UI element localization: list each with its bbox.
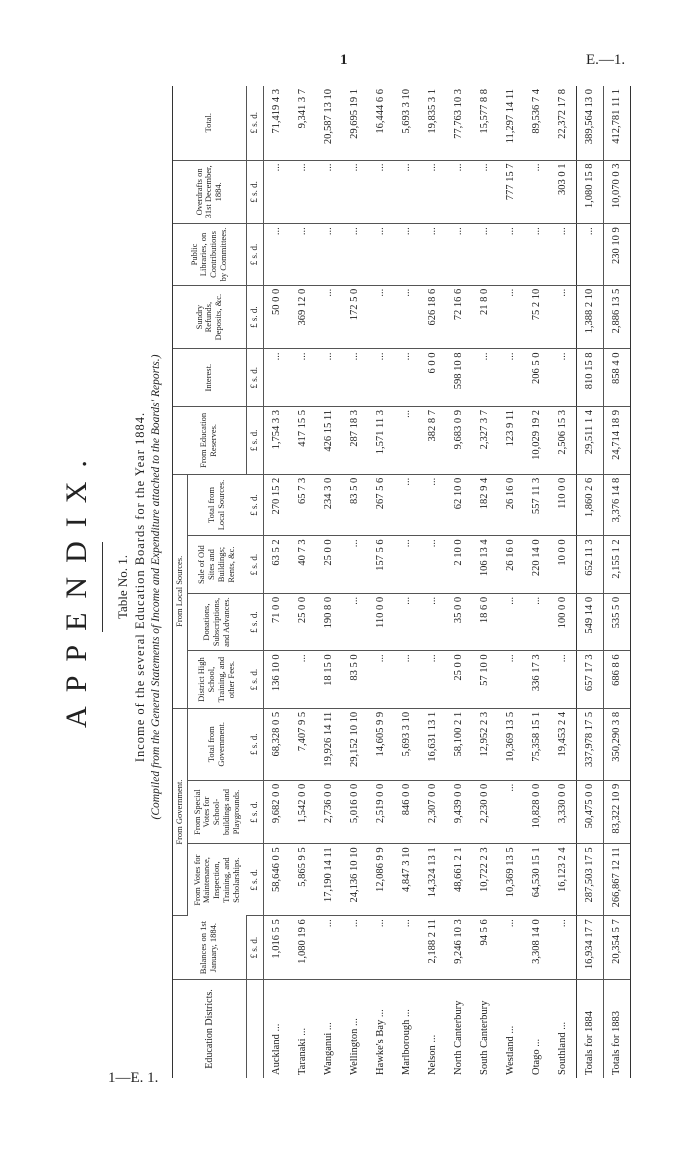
cell-district: Hawke's Bay ... bbox=[375, 1009, 386, 1075]
cell-total-gov: 10,369 13 5 bbox=[498, 708, 524, 780]
cell-sundry: 21 8 0 bbox=[472, 285, 498, 349]
cell-district: North Canterbury bbox=[453, 1000, 464, 1075]
table-row bbox=[472, 86, 498, 1078]
cell-donations: 549 14 0 bbox=[576, 593, 603, 651]
unit-cell: £ s. d. bbox=[246, 406, 263, 474]
table-row bbox=[394, 86, 420, 1078]
table-heading bbox=[60, 0, 162, 1174]
cell-total-local: 267 5 6 bbox=[368, 474, 394, 536]
cell-libraries: ... bbox=[446, 224, 472, 286]
cell-total: 19,835 3 1 bbox=[420, 86, 446, 160]
cell-libraries: ... bbox=[394, 224, 420, 286]
cell-fees: ... bbox=[368, 651, 394, 709]
cell-special: 5,016 0 0 bbox=[342, 780, 368, 844]
unit-cell-blank bbox=[246, 979, 263, 1078]
cell-total: 16,444 6 6 bbox=[368, 86, 394, 160]
unit-cell: £ s. d. bbox=[246, 160, 263, 224]
cell-total-gov: 337,978 17 5 bbox=[576, 708, 603, 780]
cell-interest: 858 4 0 bbox=[603, 349, 630, 407]
page-code: E.—1. bbox=[586, 52, 626, 68]
cell-libraries: ... bbox=[472, 224, 498, 286]
cell-libraries: ... bbox=[420, 224, 446, 286]
footer-code: 1—E. 1. bbox=[108, 1070, 159, 1086]
cell-libraries: ... bbox=[316, 224, 342, 286]
cell-votes: 17,190 14 11 bbox=[316, 844, 342, 916]
cell-sale: 652 11 3 bbox=[576, 536, 603, 594]
cell-total: 29,695 19 1 bbox=[342, 86, 368, 160]
appendix-title: APPENDIX. bbox=[60, 446, 93, 728]
header-total: Total. bbox=[173, 86, 247, 160]
cell-sundry: 72 16 6 bbox=[446, 285, 472, 349]
cell-reserves: 417 15 5 bbox=[290, 406, 316, 474]
cell-libraries: ... bbox=[524, 224, 550, 286]
cell-sundry: ... bbox=[498, 285, 524, 349]
cell-reserves: 24,714 18 9 bbox=[603, 406, 630, 474]
cell-donations: 100 0 0 bbox=[550, 593, 577, 651]
cell-fees: ... bbox=[420, 651, 446, 709]
table-row bbox=[368, 86, 394, 1078]
header-group-government: From Government. bbox=[173, 708, 188, 915]
cell-special: 1,542 0 0 bbox=[290, 780, 316, 844]
cell-total-local: 26 16 0 bbox=[498, 474, 524, 536]
cell-votes: 266,867 12 11 bbox=[603, 844, 630, 916]
cell-balances: ... bbox=[342, 916, 368, 980]
cell-sundry: ... bbox=[550, 285, 577, 349]
header-donations: Donations, Subscriptions, and Advances. bbox=[188, 593, 247, 651]
unit-cell: £ s. d. bbox=[246, 844, 263, 916]
cell-votes: 12,086 9 9 bbox=[368, 844, 394, 916]
cell-reserves: 29,511 1 4 bbox=[576, 406, 603, 474]
cell-balances: 20,354 5 7 bbox=[603, 916, 630, 980]
cell-interest: ... bbox=[368, 349, 394, 407]
unit-cell: £ s. d. bbox=[246, 86, 263, 160]
cell-district: Totals for 1883 bbox=[603, 979, 630, 1078]
cell-interest: ... bbox=[550, 349, 577, 407]
cell-sale: 63 5 2 bbox=[263, 536, 290, 594]
cell-total-local: 110 0 0 bbox=[550, 474, 577, 536]
cell-total-local: 65 7 3 bbox=[290, 474, 316, 536]
cell-interest: ... bbox=[342, 349, 368, 407]
cell-fees: 57 10 0 bbox=[472, 651, 498, 709]
unit-cell: £ s. d. bbox=[246, 285, 263, 349]
header-libraries: Public Libraries, on Contributions by Committees. bbox=[173, 224, 247, 286]
cell-interest: ... bbox=[472, 349, 498, 407]
header-votes: From Votes for Maintenance, Inspection, Training, and Scholarships. bbox=[191, 854, 241, 906]
cell-balances: 94 5 6 bbox=[472, 916, 498, 980]
cell-overdrafts: ... bbox=[446, 160, 472, 224]
cell-special: 9,682 0 0 bbox=[263, 780, 290, 844]
cell-sundry: 369 12 0 bbox=[290, 285, 316, 349]
cell-total: 89,536 7 4 bbox=[524, 86, 550, 160]
cell-balances: ... bbox=[316, 916, 342, 980]
cell-sundry: 2,886 13 5 bbox=[603, 285, 630, 349]
header-special: From Special Votes for School-buildings and Playgrounds. bbox=[188, 780, 247, 844]
cell-libraries: ... bbox=[368, 224, 394, 286]
cell-balances: ... bbox=[550, 916, 577, 980]
cell-reserves: 9,683 0 9 bbox=[446, 406, 472, 474]
cell-libraries: ... bbox=[498, 224, 524, 286]
table-title: Income of the several Education Boards for the Year 1884. bbox=[133, 411, 147, 763]
cell-sundry: 50 0 0 bbox=[263, 285, 290, 349]
cell-overdrafts: 777 15 7 bbox=[498, 160, 524, 224]
table-number: Table No. 1. bbox=[115, 554, 130, 620]
cell-reserves: 382 8 7 bbox=[420, 406, 446, 474]
cell-overdrafts: 1,080 15 8 bbox=[576, 160, 603, 224]
cell-overdrafts: 303 0 1 bbox=[550, 160, 577, 224]
cell-reserves: 2,506 15 3 bbox=[550, 406, 577, 474]
cell-total-local: 234 3 0 bbox=[316, 474, 342, 536]
cell-votes: 16,123 2 4 bbox=[550, 844, 577, 916]
cell-libraries: ... bbox=[550, 224, 577, 286]
cell-libraries: ... bbox=[342, 224, 368, 286]
cell-overdrafts: ... bbox=[420, 160, 446, 224]
cell-donations: ... bbox=[524, 593, 550, 651]
cell-balances: ... bbox=[394, 916, 420, 980]
cell-reserves: 1,571 11 3 bbox=[368, 406, 394, 474]
cell-fees: 657 17 3 bbox=[576, 651, 603, 709]
header-group-local: From Local Sources. bbox=[173, 474, 188, 708]
cell-sundry: ... bbox=[368, 285, 394, 349]
cell-sale: 2 10 0 bbox=[446, 536, 472, 594]
unit-cell: £ s. d. bbox=[246, 593, 263, 651]
cell-donations: ... bbox=[420, 593, 446, 651]
cell-total-local: 182 9 4 bbox=[472, 474, 498, 536]
table-row bbox=[524, 86, 550, 1078]
cell-sundry: ... bbox=[394, 285, 420, 349]
table-row bbox=[316, 86, 342, 1078]
unit-cell: £ s. d. bbox=[246, 224, 263, 286]
cell-sale: 25 0 0 bbox=[316, 536, 342, 594]
cell-overdrafts: ... bbox=[472, 160, 498, 224]
cell-overdrafts: ... bbox=[290, 160, 316, 224]
cell-total: 11,297 14 11 bbox=[498, 86, 524, 160]
income-table bbox=[172, 86, 631, 1078]
header-interest: Interest. bbox=[173, 349, 247, 407]
cell-votes: 48,661 2 1 bbox=[446, 844, 472, 916]
cell-total-gov: 12,952 2 3 bbox=[472, 708, 498, 780]
unit-cell: £ s. d. bbox=[246, 349, 263, 407]
cell-total: 5,693 3 10 bbox=[394, 86, 420, 160]
cell-donations: 71 0 0 bbox=[263, 593, 290, 651]
cell-total: 9,341 3 7 bbox=[290, 86, 316, 160]
cell-donations: 535 5 0 bbox=[603, 593, 630, 651]
cell-interest: 598 10 8 bbox=[446, 349, 472, 407]
cell-district: Marlborough ... bbox=[401, 1009, 412, 1075]
cell-sundry: ... bbox=[316, 285, 342, 349]
cell-libraries: ... bbox=[576, 224, 603, 286]
cell-balances: 1,080 19 6 bbox=[290, 916, 316, 980]
cell-reserves: 10,029 19 2 bbox=[524, 406, 550, 474]
cell-donations: 18 6 0 bbox=[472, 593, 498, 651]
cell-interest: ... bbox=[394, 349, 420, 407]
table-row bbox=[263, 86, 290, 1078]
cell-balances: 1,016 5 5 bbox=[263, 916, 290, 980]
cell-fees: 136 10 0 bbox=[263, 651, 290, 709]
cell-sale: 40 7 3 bbox=[290, 536, 316, 594]
title-rule bbox=[102, 542, 103, 632]
cell-total-gov: 58,100 2 1 bbox=[446, 708, 472, 780]
cell-total-gov: 19,453 2 4 bbox=[550, 708, 577, 780]
cell-sundry: 1,388 2 10 bbox=[576, 285, 603, 349]
cell-total-gov: 29,152 10 10 bbox=[342, 708, 368, 780]
cell-fees: 336 17 3 bbox=[524, 651, 550, 709]
cell-special: 9,439 0 0 bbox=[446, 780, 472, 844]
cell-reserves: ... bbox=[394, 406, 420, 474]
cell-interest: ... bbox=[290, 349, 316, 407]
header-overdrafts: Overdrafts on 31st December, 1884. bbox=[173, 160, 247, 224]
unit-cell: £ s. d. bbox=[246, 780, 263, 844]
cell-balances: ... bbox=[498, 916, 524, 980]
cell-donations: 25 0 0 bbox=[290, 593, 316, 651]
unit-row bbox=[246, 86, 263, 1078]
cell-balances: 2,188 2 11 bbox=[420, 916, 446, 980]
cell-special: 2,519 0 0 bbox=[368, 780, 394, 844]
cell-sale: 220 14 0 bbox=[524, 536, 550, 594]
cell-votes: 14,324 13 1 bbox=[420, 844, 446, 916]
cell-fees: ... bbox=[550, 651, 577, 709]
cell-special: 2,736 0 0 bbox=[316, 780, 342, 844]
header-total-gov: Total from Government. bbox=[188, 708, 247, 780]
cell-donations: 35 0 0 bbox=[446, 593, 472, 651]
cell-libraries: ... bbox=[290, 224, 316, 286]
cell-donations: ... bbox=[394, 593, 420, 651]
cell-sundry: 626 18 6 bbox=[420, 285, 446, 349]
unit-cell: £ s. d. bbox=[246, 651, 263, 709]
cell-special: 846 0 0 bbox=[394, 780, 420, 844]
cell-total-local: 557 11 3 bbox=[524, 474, 550, 536]
cell-overdrafts: ... bbox=[263, 160, 290, 224]
cell-district: Auckland ... bbox=[271, 1023, 282, 1075]
table-body bbox=[263, 86, 630, 1078]
cell-district: Southland ... bbox=[557, 1021, 568, 1075]
cell-special: 2,307 0 0 bbox=[420, 780, 446, 844]
cell-total-gov: 350,290 3 8 bbox=[603, 708, 630, 780]
cell-sale: 2,155 1 2 bbox=[603, 536, 630, 594]
cell-total-local: 270 15 2 bbox=[263, 474, 290, 536]
cell-sale: ... bbox=[342, 536, 368, 594]
unit-cell: £ s. d. bbox=[246, 708, 263, 780]
cell-total-local: 3,376 14 8 bbox=[603, 474, 630, 536]
cell-special: 50,475 0 0 bbox=[576, 780, 603, 844]
table-row bbox=[550, 86, 577, 1078]
cell-balances: 9,246 10 3 bbox=[446, 916, 472, 980]
cell-balances: 3,308 14 0 bbox=[524, 916, 550, 980]
cell-special: ... bbox=[498, 780, 524, 844]
cell-district: Westland ... bbox=[505, 1025, 516, 1075]
cell-votes: 5,865 9 5 bbox=[290, 844, 316, 916]
cell-votes: 4,847 3 10 bbox=[394, 844, 420, 916]
cell-sundry: 75 2 10 bbox=[524, 285, 550, 349]
cell-district: Wellington ... bbox=[349, 1018, 360, 1075]
cell-total: 412,781 11 1 bbox=[603, 86, 630, 160]
cell-total-gov: 14,605 9 9 bbox=[368, 708, 394, 780]
cell-district: Nelson ... bbox=[427, 1034, 438, 1075]
cell-total-gov: 7,407 9 5 bbox=[290, 708, 316, 780]
cell-interest: ... bbox=[498, 349, 524, 407]
cell-special: 10,828 0 0 bbox=[524, 780, 550, 844]
cell-special: 2,230 0 0 bbox=[472, 780, 498, 844]
unit-cell: £ s. d. bbox=[246, 916, 263, 980]
cell-sale: ... bbox=[420, 536, 446, 594]
cell-votes: 287,503 17 5 bbox=[576, 844, 603, 916]
cell-total: 22,372 17 8 bbox=[550, 86, 577, 160]
cell-sale: 10 0 0 bbox=[550, 536, 577, 594]
cell-fees: 83 5 0 bbox=[342, 651, 368, 709]
cell-total-gov: 68,328 0 5 bbox=[263, 708, 290, 780]
cell-total: 71,419 4 3 bbox=[263, 86, 290, 160]
cell-overdrafts: ... bbox=[524, 160, 550, 224]
header-sale: Sale of Old Sites and Buildings; Rents, &c. bbox=[188, 536, 247, 594]
header-balances: Balances on 1st January, 1884. bbox=[173, 916, 247, 980]
cell-total: 20,587 13 10 bbox=[316, 86, 342, 160]
cell-sale: ... bbox=[394, 536, 420, 594]
header-reserves: From Education Reserves. bbox=[173, 406, 247, 474]
cell-special: 3,330 0 0 bbox=[550, 780, 577, 844]
cell-interest: ... bbox=[316, 349, 342, 407]
cell-sale: 106 13 4 bbox=[472, 536, 498, 594]
cell-total-gov: 16,631 13 1 bbox=[420, 708, 446, 780]
cell-votes: 64,530 15 1 bbox=[524, 844, 550, 916]
cell-balances: ... bbox=[368, 916, 394, 980]
header-sundry: Sundry Refunds, Deposits, &c. bbox=[173, 285, 247, 349]
cell-sale: 157 5 6 bbox=[368, 536, 394, 594]
cell-votes: 10,722 2 3 bbox=[472, 844, 498, 916]
cell-total: 77,763 10 3 bbox=[446, 86, 472, 160]
cell-libraries: 230 10 9 bbox=[603, 224, 630, 286]
cell-votes: 58,646 0 5 bbox=[263, 844, 290, 916]
cell-interest: 810 15 8 bbox=[576, 349, 603, 407]
cell-total-local: ... bbox=[394, 474, 420, 536]
cell-overdrafts: ... bbox=[316, 160, 342, 224]
cell-total-local: 83 5 0 bbox=[342, 474, 368, 536]
cell-donations: ... bbox=[342, 593, 368, 651]
cell-reserves: 287 18 3 bbox=[342, 406, 368, 474]
header-total-local: Total from Local Sources. bbox=[188, 474, 247, 536]
cell-interest: 6 0 0 bbox=[420, 349, 446, 407]
cell-votes: 10,369 13 5 bbox=[498, 844, 524, 916]
cell-fees: ... bbox=[394, 651, 420, 709]
totals-row bbox=[576, 86, 603, 1078]
cell-overdrafts: ... bbox=[342, 160, 368, 224]
cell-total-gov: 19,926 14 11 bbox=[316, 708, 342, 780]
cell-libraries: ... bbox=[263, 224, 290, 286]
cell-total-local: 1,860 2 6 bbox=[576, 474, 603, 536]
cell-special: 83,322 10 9 bbox=[603, 780, 630, 844]
cell-district: Otago ... bbox=[531, 1038, 542, 1075]
cell-donations: 110 0 0 bbox=[368, 593, 394, 651]
table-subtitle: (Compiled from the General Statements of Income and Expenditure attached to the Boards' Reports.) bbox=[150, 354, 162, 820]
cell-total-gov: 75,358 15 1 bbox=[524, 708, 550, 780]
table-row bbox=[290, 86, 316, 1078]
cell-donations: 190 8 0 bbox=[316, 593, 342, 651]
table-row bbox=[498, 86, 524, 1078]
cell-district: Taranaki ... bbox=[297, 1027, 308, 1075]
cell-fees: 686 8 6 bbox=[603, 651, 630, 709]
cell-total-local: 62 10 0 bbox=[446, 474, 472, 536]
cell-district: South Canterbury bbox=[479, 1000, 490, 1075]
cell-reserves: 426 15 11 bbox=[316, 406, 342, 474]
cell-overdrafts: ... bbox=[368, 160, 394, 224]
cell-sale: 26 16 0 bbox=[498, 536, 524, 594]
cell-district: Totals for 1884 bbox=[576, 979, 603, 1078]
cell-fees: ... bbox=[290, 651, 316, 709]
cell-donations: ... bbox=[498, 593, 524, 651]
table-row bbox=[342, 86, 368, 1078]
cell-total: 15,577 8 8 bbox=[472, 86, 498, 160]
cell-total-local: ... bbox=[420, 474, 446, 536]
page-number: 1 bbox=[340, 52, 348, 68]
unit-cell: £ s. d. bbox=[246, 536, 263, 594]
cell-interest: 206 5 0 bbox=[524, 349, 550, 407]
cell-reserves: 2,327 3 7 bbox=[472, 406, 498, 474]
header-district: Education Districts. bbox=[173, 979, 247, 1078]
table-row bbox=[420, 86, 446, 1078]
unit-cell: £ s. d. bbox=[246, 474, 263, 536]
cell-interest: ... bbox=[263, 349, 290, 407]
cell-reserves: 123 9 11 bbox=[498, 406, 524, 474]
cell-fees: 25 0 0 bbox=[446, 651, 472, 709]
cell-votes: 24,136 10 10 bbox=[342, 844, 368, 916]
table-row bbox=[446, 86, 472, 1078]
cell-fees: 18 15 0 bbox=[316, 651, 342, 709]
cell-balances: 16,934 17 7 bbox=[576, 916, 603, 980]
cell-reserves: 1,754 3 3 bbox=[263, 406, 290, 474]
cell-overdrafts: 10,070 0 3 bbox=[603, 160, 630, 224]
cell-fees: ... bbox=[498, 651, 524, 709]
cell-total: 389,564 13 0 bbox=[576, 86, 603, 160]
cell-sundry: 172 5 0 bbox=[342, 285, 368, 349]
cell-overdrafts: ... bbox=[394, 160, 420, 224]
cell-district: Wanganui ... bbox=[323, 1022, 334, 1075]
cell-total-gov: 5,693 3 10 bbox=[394, 708, 420, 780]
header-fees: District High School, Training, and other Fees. bbox=[188, 651, 247, 709]
totals-row bbox=[603, 86, 630, 1078]
